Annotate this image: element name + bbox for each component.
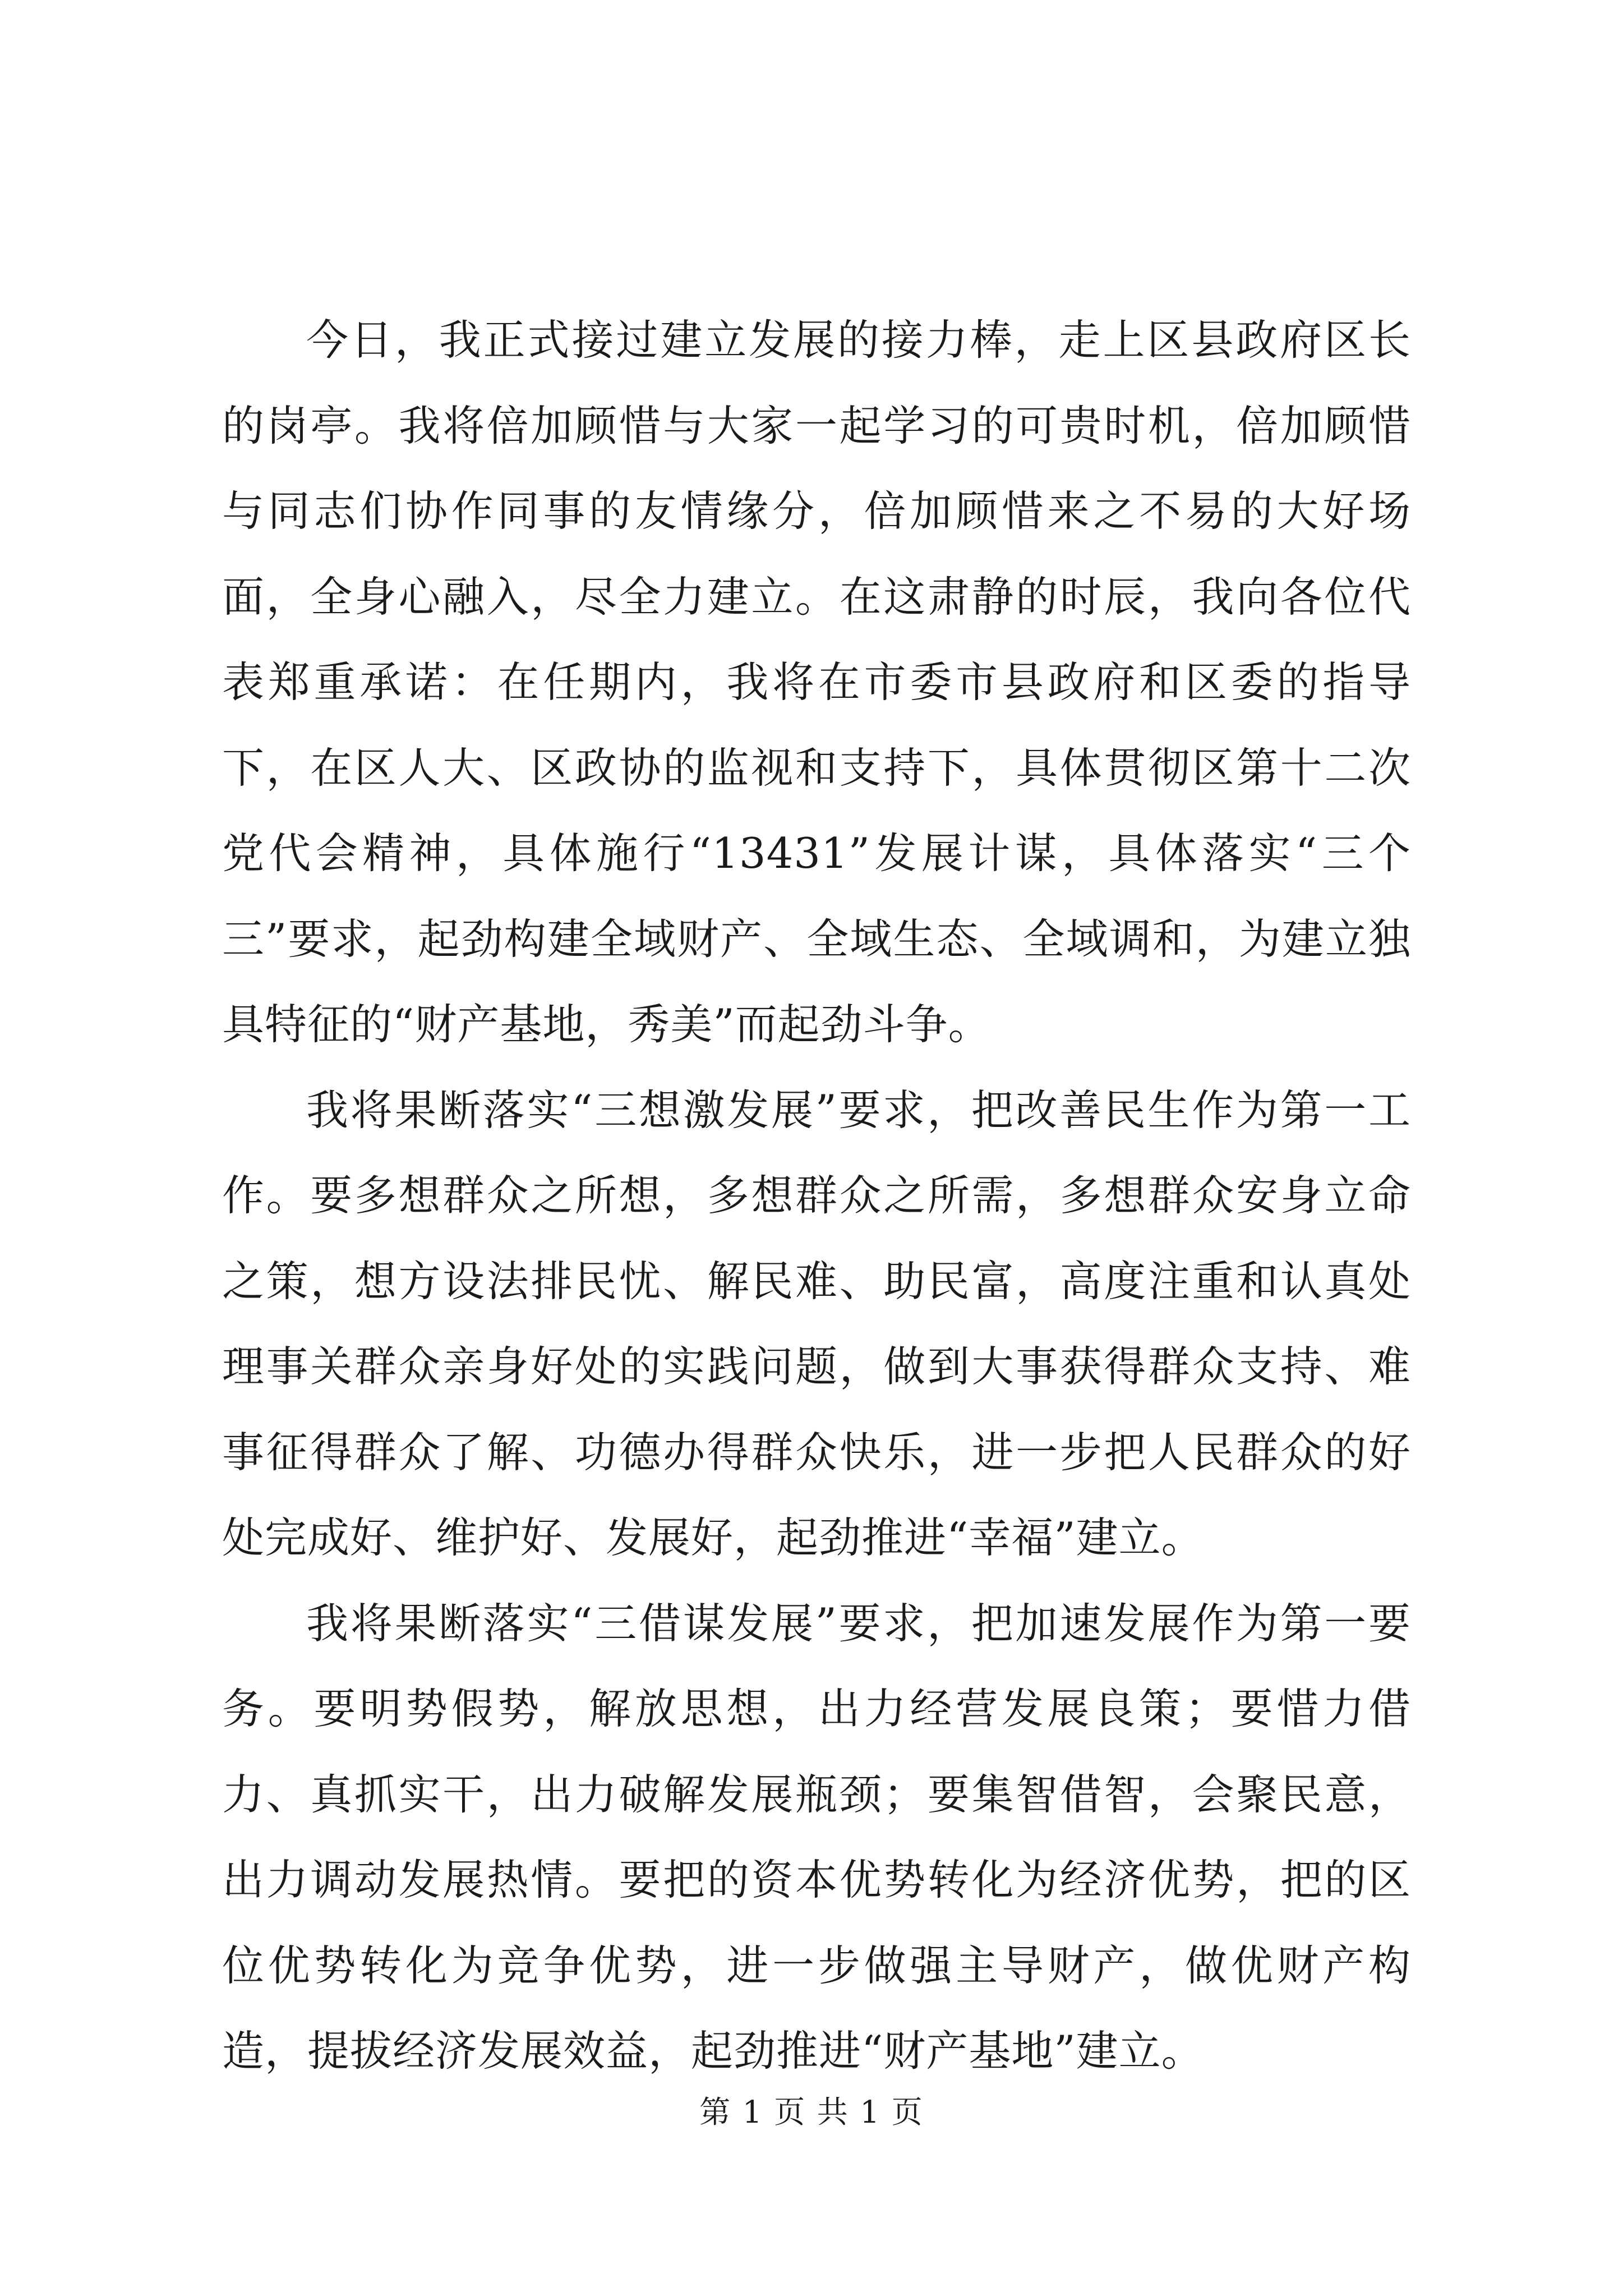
- paragraph-3: 我将果断落实“三借谋发展”要求，把加速发展作为第一要务。要明势假势，解放思想，出力经营发展良策；要惜力借力、真抓实干，出力破解发展瓶颈；要集智借智，会聚民意，出力调动发展热情。要把的资本优势转化为经济优势，把的区位优势转化为竞争优势，进一步做强主导财产，做优财产构造，提拔经济发展效益，起劲推进“财产基地”建立。: [222, 1598, 1411, 2076]
- document-body: [222, 297, 1411, 2094]
- page-footer: 第 1 页 共 1 页: [699, 2094, 924, 2130]
- paragraph-2: 我将果断落实“三想激发展”要求，把改善民生作为第一工作。要多想群众之所想，多想群众之所需，多想群众安身立命之策，想方设法排民忧、解民难、助民富，高度注重和认真处理事关群众亲身好处的实践问题，做到大事获得群众支持、难事征得群众了解、功德办得群众快乐，进一步把人民群众的好处完成好、维护好、发展好，起劲推进“幸福”建立。: [222, 1085, 1411, 1562]
- paragraph-1: 今日，我正式接过建立发展的接力棒，走上区县政府区长的岗亭。我将倍加顾惜与大家一起学习的可贵时机，倍加顾惜与同志们协作同事的友情缘分，倍加顾惜来之不易的大好场面，全身心融入，尽全力建立。在这肃静的时辰，我向各位代表郑重承诺：在任期内，我将在市委市县政府和区委的指导下，在区人大、区政协的监视和支持下，具体贯彻区第十二次党代会精神，具体施行“13431”发展计谋，具体落实“三个三”要求，起劲构建全域财产、全域生态、全域调和，为建立独具特征的“财产基地，秀美”而起劲斗争。: [222, 315, 1411, 1049]
